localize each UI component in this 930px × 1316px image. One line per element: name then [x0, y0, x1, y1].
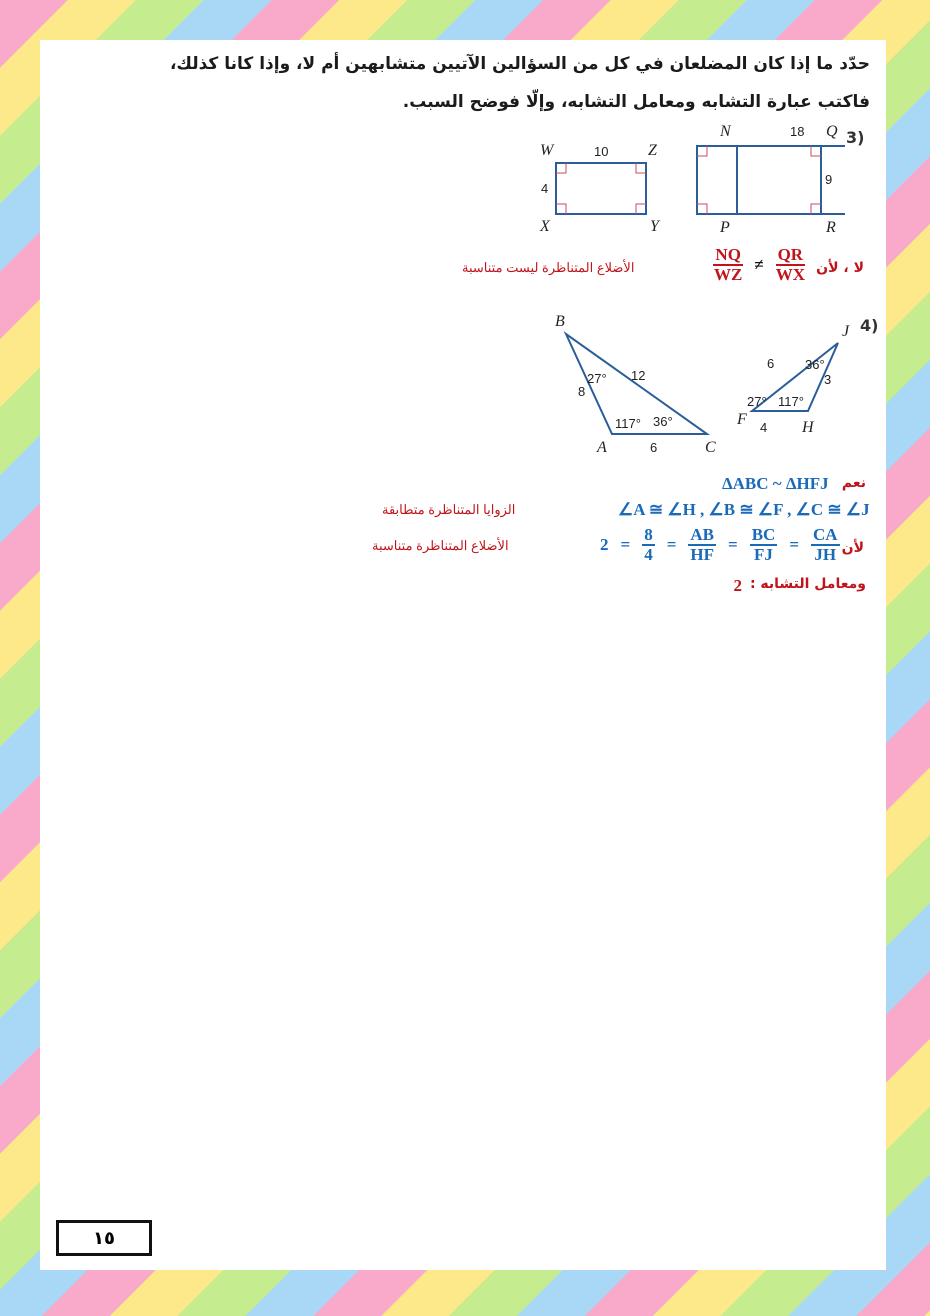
fraction-ca-jh: $\frac{CA}{JH}$	[813, 525, 838, 564]
q4-similarity-statement: ΔABC ~ ΔHFJ	[722, 474, 829, 493]
worksheet-page	[40, 40, 886, 1270]
label-fj-6: 6	[767, 356, 775, 371]
label-n: N	[720, 123, 731, 140]
right-angle-n	[697, 146, 707, 156]
right-angle-p	[697, 204, 707, 214]
label-p: P	[720, 219, 730, 236]
label-f: F	[737, 411, 747, 428]
q4-ratio-formula	[600, 526, 840, 564]
q4-because: لأن	[841, 540, 864, 556]
label-angle-b: 27°	[587, 371, 607, 386]
label-z: Z	[648, 142, 657, 159]
q4-triangles-diagram	[540, 308, 858, 458]
q3-large-rect-detail	[680, 120, 850, 240]
scale-factor-value: 2	[733, 576, 742, 595]
label-ab-8: 8	[578, 384, 586, 399]
label-b: B	[555, 313, 565, 330]
q4-yes: نعم	[841, 475, 866, 491]
q3-answer-prefix: لا ، لأن	[816, 260, 864, 276]
label-angle-h: 117°	[778, 394, 804, 409]
instruction-line-2: فاكتب عبارة التشابه ومعامل التشابه، وإلّا فوضح السبب.	[402, 92, 870, 112]
label-w: W	[540, 142, 554, 159]
label-side-4: 4	[541, 181, 549, 196]
fraction-8-4: $\frac{8}{4}$	[644, 525, 653, 564]
equals-2: =	[666, 534, 677, 554]
label-y: Y	[650, 218, 659, 235]
equals-1: =	[620, 534, 631, 554]
right-angle-q	[811, 146, 821, 156]
label-side-9: 9	[825, 172, 833, 187]
fraction-qr-wx: $\frac{QR}{WX}$	[775, 245, 805, 284]
label-r: R	[826, 219, 836, 236]
label-angle-j: 36°	[805, 357, 825, 372]
label-h: H	[802, 419, 814, 436]
rect-wxyz	[556, 163, 646, 214]
label-fh-4: 4	[760, 420, 768, 435]
label-q: Q	[826, 123, 838, 140]
label-side-18: 18	[790, 124, 805, 139]
q3-reason: الأضلاع المتناظرة ليست متناسبة	[462, 260, 635, 275]
scale-factor-label: ومعامل التشابه :	[749, 576, 866, 592]
equals-4: =	[789, 534, 799, 554]
label-bc-12: 12	[631, 368, 646, 383]
q4-sides-reason: الأضلاع المتناظرة متناسبة	[372, 538, 509, 553]
label-angle-a: 117°	[615, 416, 641, 431]
label-ac-6: 6	[650, 440, 658, 455]
fraction-ab-hf: $\frac{AB}{HF}$	[690, 525, 714, 564]
right-angle-w	[556, 163, 566, 173]
label-side-10: 10	[594, 144, 609, 159]
right-angle-z	[636, 163, 646, 173]
q4-angle-congruence: ∠A ≅ ∠H , ∠B ≅ ∠F , ∠C ≅ ∠J	[618, 500, 870, 519]
not-equal-sign: ≠	[754, 254, 764, 274]
right-angle-y	[636, 204, 646, 214]
label-j: J	[842, 323, 850, 340]
q4-angles-reason: الزوايا المتناظرة متطابقة	[382, 502, 516, 517]
question-4-number: 4)	[860, 316, 879, 335]
q4-scale-factor	[733, 576, 866, 596]
fraction-nq-wz: $\frac{NQ}{WZ}$	[714, 245, 743, 284]
label-angle-c: 36°	[653, 414, 673, 429]
label-angle-f: 27°	[747, 394, 767, 409]
page-number: ١٥	[56, 1220, 152, 1256]
instruction-line-1: حدّد ما إذا كان المضلعان في كل من السؤالين الآتيين متشابهين أم لا، وإذا كانا كذلك،	[169, 54, 870, 74]
equals-3: =	[728, 534, 738, 554]
question-3-number: 3)	[846, 128, 865, 147]
label-c: C	[705, 439, 716, 456]
q3-answer-formula	[712, 246, 807, 284]
right-angle-x	[556, 204, 566, 214]
label-jh-3: 3	[824, 372, 832, 387]
label-a: A	[597, 439, 607, 456]
ratio-value: 2	[600, 534, 609, 554]
label-x: X	[540, 218, 550, 235]
right-angle-r	[811, 204, 821, 214]
fraction-bc-fj: $\frac{BC}{FJ}$	[751, 525, 776, 564]
